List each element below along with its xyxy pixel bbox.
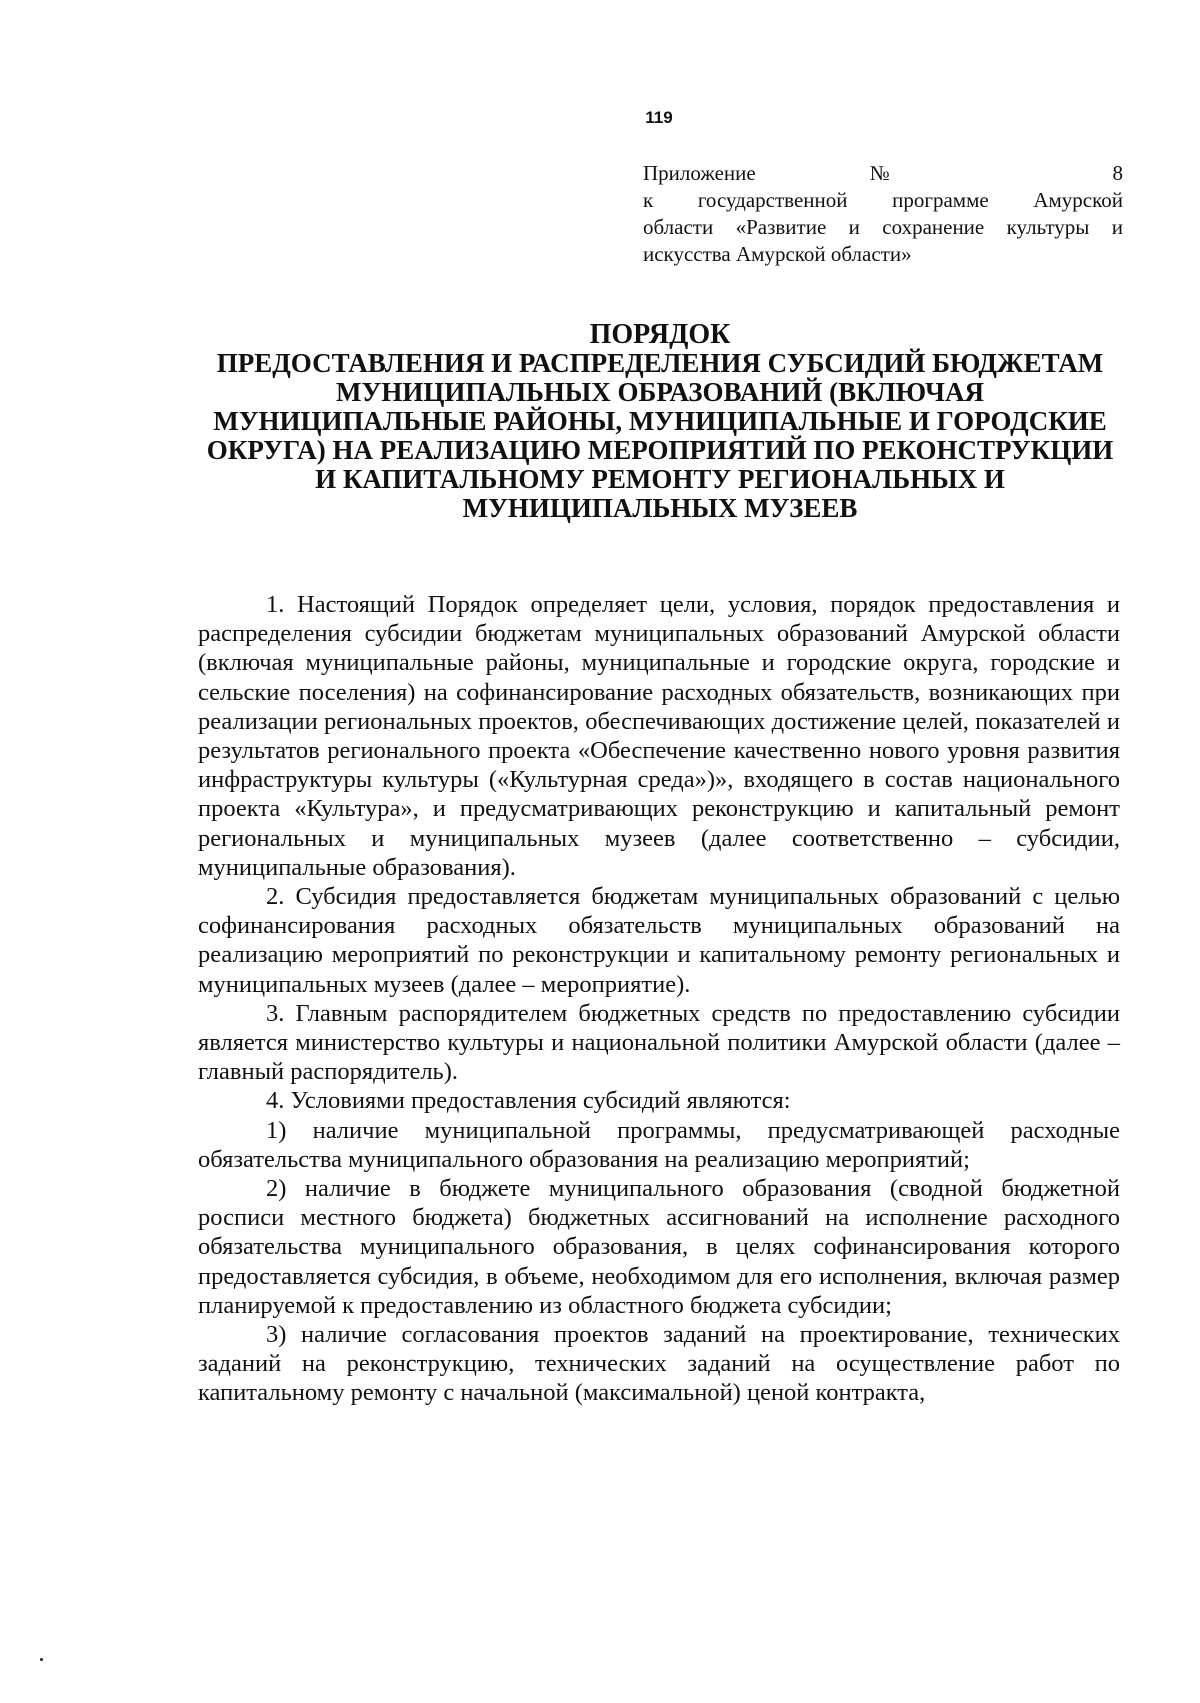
paragraph: 2. Субсидия предоставляется бюджетам муниципальных образований с целью софинансирования расходных обязательств муниципальных образований на реализацию мероприятий по реконструкции и капитальному ремонту региональных и муниципальных музеев (далее – мероприятие).: [198, 883, 1120, 998]
scan-speck: [40, 1658, 43, 1661]
title-line: МУНИЦИПАЛЬНЫЕ РАЙОНЫ, МУНИЦИПАЛЬНЫЕ И ГОРОДСКИЕ: [213, 406, 1107, 436]
title-line: И КАПИТАЛЬНОМУ РЕМОНТУ РЕГИОНАЛЬНЫХ И: [315, 464, 1005, 494]
appendix-note: [643, 160, 1123, 268]
title-line: МУНИЦИПАЛЬНЫХ МУЗЕЕВ: [462, 493, 858, 523]
title-line: ОКРУГА) НА РЕАЛИЗАЦИЮ МЕРОПРИЯТИЙ ПО РЕКОНСТРУКЦИИ: [206, 435, 1114, 465]
appendix-number: Приложение № 8: [643, 161, 1123, 185]
paragraph: 4. Условиями предоставления субсидий являются:: [266, 1087, 791, 1115]
title-heading: ПОРЯДОК: [589, 319, 731, 350]
document-title: [180, 320, 1140, 523]
paragraph: 3. Главным распорядителем бюджетных средств по предоставлению субсидии является министерство культуры и национальной политики Амурской области (далее – главный распорядитель).: [198, 999, 1120, 1086]
paragraph: 1. Настоящий Порядок определяет цели, условия, порядок предоставления и распределения субсидии бюджетам муниципальных образований Амурской области (включая муниципальные районы, муниципальные и городские округа, городские и сельские поселения) на софинансирование расходных обязательств, возникающих при реализации региональных проектов, обеспечивающих достижение целей, показателей и результатов регионального проекта «Обеспечение качественно нового уровня развития инфраструктуры культуры («Культурная среда»)», входящего в состав национального проекта «Культура», и предусматривающих реконструкцию и капитальный ремонт региональных и муниципальных музеев (далее соответственно – субсидии, муниципальные образования).: [198, 591, 1120, 881]
title-line: ПРЕДОСТАВЛЕНИЯ И РАСПРЕДЕЛЕНИЯ СУБСИДИЙ БЮДЖЕТАМ: [216, 348, 1104, 378]
title-line: МУНИЦИПАЛЬНЫХ ОБРАЗОВАНИЙ (ВКЛЮЧАЯ: [336, 377, 984, 407]
paragraph: 3) наличие согласования проектов заданий на проектирование, технических заданий на реконструкцию, технических заданий на осуществление работ по капитальному ремонту с начальной (максимальной) ценой контракта,: [198, 1321, 1120, 1407]
paragraph: 2) наличие в бюджете муниципального образования (сводной бюджетной росписи местного бюджета) бюджетных ассигнований на исполнение расходного обязательства муниципального образования, в целях софинансирования которого предоставляется субсидия, в объеме, необходимом для его исполнения, включая размер планируемой к предоставлению из областного бюджета субсидии;: [198, 1175, 1120, 1319]
paragraph: 1) наличие муниципальной программы, предусматривающей расходные обязательства муниципального образования на реализацию мероприятий;: [198, 1116, 1120, 1173]
appendix-line: искусства Амурской области»: [643, 242, 912, 266]
appendix-line: области «Развитие и сохранение культуры и: [643, 215, 1123, 239]
appendix-line: к государственной программе Амурской: [643, 188, 1123, 212]
page-number: 119: [645, 108, 673, 127]
document-body: [198, 590, 1120, 1408]
